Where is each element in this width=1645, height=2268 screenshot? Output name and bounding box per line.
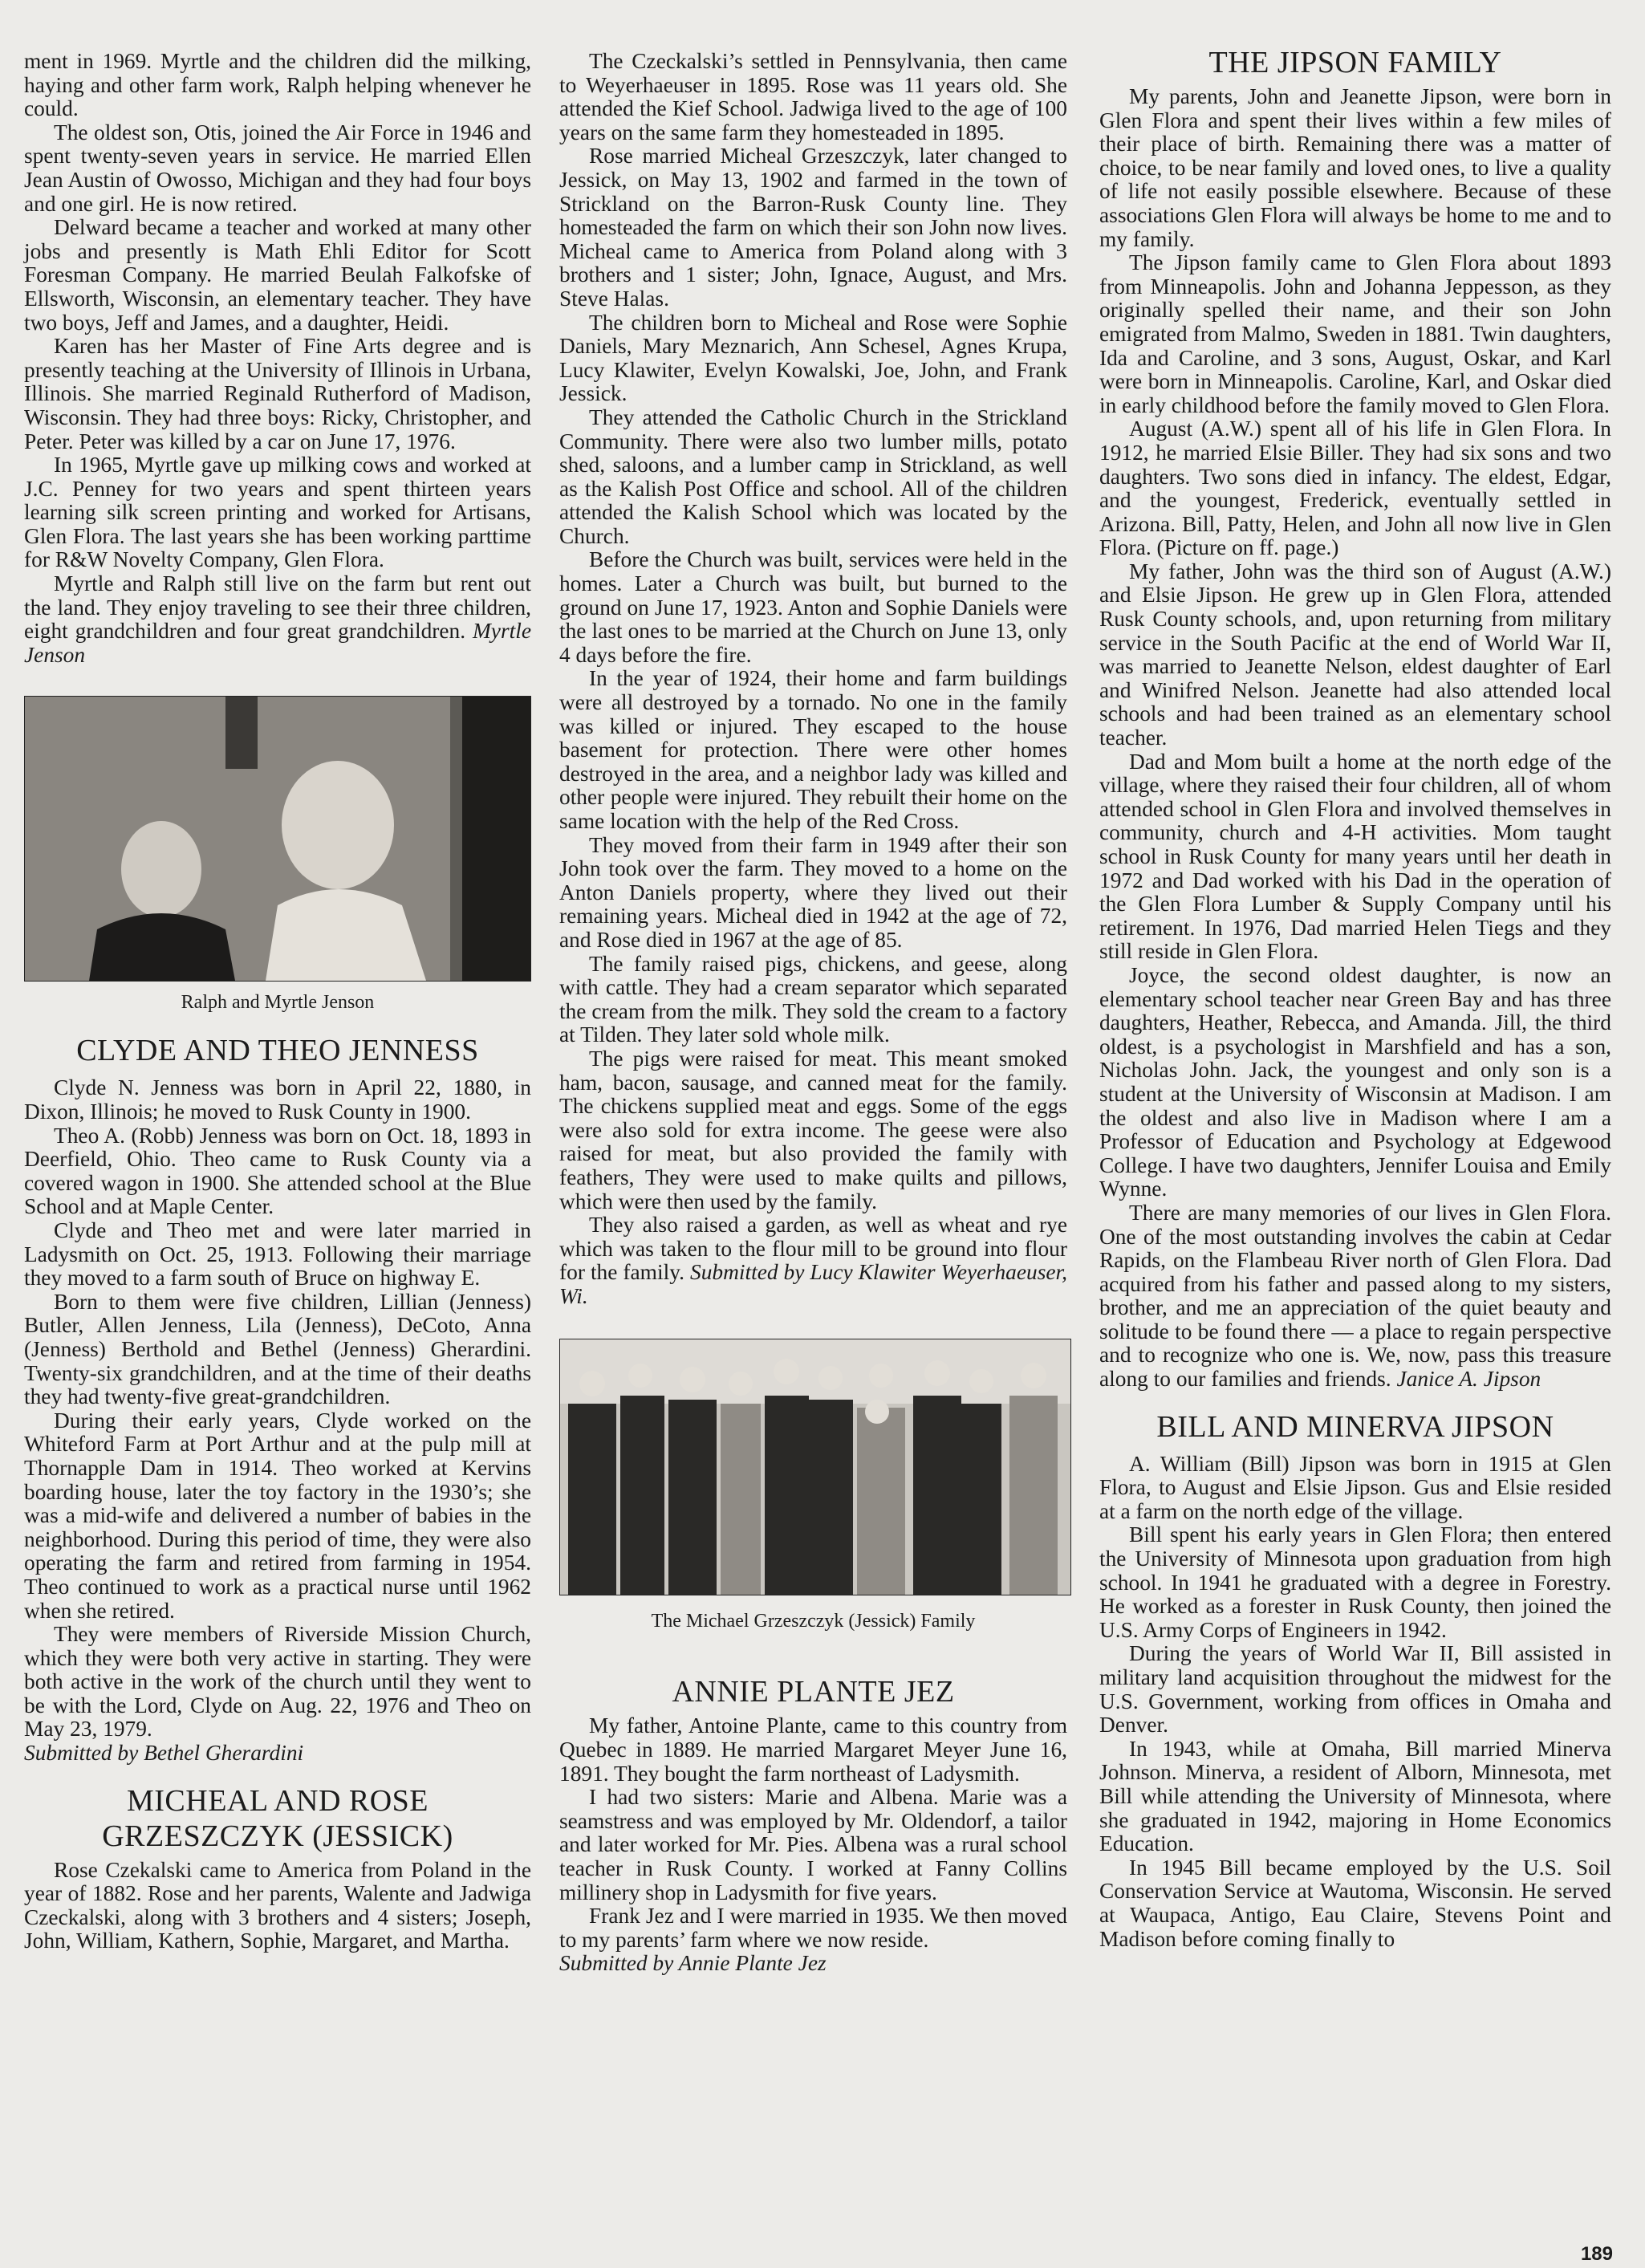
paragraph: The pigs were raised for meat. This meant smoked ham, bacon, sausage, and canned meat for the family. The chickens supplied meat and eggs. Some of the eggs were also sold for extra income. The geese were also raised for meat, but also provided the family with feathers, They were used to make quilts and pillows, which were then used by the family. [559,1046,1067,1213]
paragraph: The children born to Micheal and Rose were Sophie Daniels, Mary Meznarich, Ann Schesel, Agnes Krupa, Lucy Klawiter, Evelyn Kowalski, Joe, John, and Frank Jessick. [559,310,1067,406]
paragraph: Before the Church was built, services were held in the homes. Later a Church was built, but burned to the ground on June 17, 1923. Anton and Sophie Daniels were the last ones to be married at the Church on June 13, only 4 days before the fire. [559,547,1067,667]
paragraph: The Jipson family came to Glen Flora about 1893 from Minneapolis. John and Johanna Jeppesson, as they originally spelled their name, and their son John emigrated from Malmo, Sweden in 1881. Twin daughters, Ida and Caroline, and 3 sons, August, Oskar, and Karl were born in Minneapolis. Caroline, Karl, and Oskar died in early childhood before the family moved to Glen Flora. [1099,250,1611,417]
paragraph: In 1945 Bill became employed by the U.S. Soil Conservation Service at Wautoma, Wisconsin. He served at Waupaca, Antigo, Eau Claire, Stevens Point and Madison before coming finally to [1099,1855,1611,1951]
signature: Janice A. Jipson [1396,1367,1541,1392]
paragraph: In 1965, Myrtle gave up milking cows and worked at J.C. Penney for two years and spent thirteen years learning silk screen printing and worked for Artisans, Glen Flora. The last years she has been working parttime for R&W Novelty Company, Glen Flora. [24,453,531,572]
paragraph: Delward became a teacher and worked at many other jobs and presently is Math Ehli Editor for Scott Foresman Company. He married Beulah Falkofske of Ellsworth, Wisconsin, an elementary teacher. They have two boys, Jeff and James, and a daughter, Heidi. [24,215,531,335]
jenson-photo [24,696,531,982]
paragraph: Clyde and Theo met and were later married in Ladysmith on Oct. 25, 1913. Following their marriage they moved to a farm south of Bruce on highway E. [24,1218,531,1290]
family-photo [559,1339,1071,1595]
paragraph: They moved from their farm in 1949 after their son John took over the farm. They moved to a home on the Anton Daniels property, where they lived out their remaining years. Micheal died in 1942 at the age of 72, and Rose died in 1967 at the age of 85. [559,832,1067,952]
section-heading: THE JIPSON FAMILY [1208,46,1502,79]
paragraph: The family raised pigs, chickens, and geese, along with cattle. They had a cream separator which separated the cream from the milk. They sold the cream to a factory at Tilden. They later sold whole milk. [559,951,1067,1047]
paragraph: Frank Jez and I were married in 1935. We then moved to my parents’ farm where we now reside. [559,1904,1067,1952]
paragraph: In the year of 1924, their home and farm buildings were all destroyed by a tornado. No one in the family was killed or injured. They escaped to the house basement for protection. There were other homes destroyed in the area, and a neighbor lady was killed and other people were injured. They rebuilt their home on the same location with the help of the Red Cross. [559,666,1067,833]
paragraph: I had two sisters: Marie and Albena. Marie was a seamstress and was employed by Mr. Oldendorf, a tailor and later worked for Mr. Pies. Albena was a rural school teacher in Rusk County. I worked at Fanny Collins millinery shop in Ladysmith for five years. [559,1785,1067,1904]
signature: Submitted by Bethel Gherardini [24,1741,304,1766]
column-1 [24,50,531,1953]
paragraph: During the years of World War II, Bill assisted in military land acquisition throughout the midwest for the U.S. Government, working from offices in Omaha and Denver. [1099,1641,1611,1738]
section-heading: GRZESZCZYK (JESSICK) [102,1819,453,1853]
photo-caption: The Michael Grzeszczyk (Jessick) Family [651,1611,976,1632]
paragraph: The Czeckalski’s settled in Pennsylvania, then came to Weyerhaeuser in 1895. Rose was 11 years old. She attended the Kief School. Jadwiga lived to the age of 100 years on the same farm they homesteaded in 1895. [559,49,1067,144]
paragraph [559,1213,1067,1308]
paragraph [24,572,531,667]
paragraph: They attended the Catholic Church in the Strickland Community. There were also two lumber mills, potato shed, saloons, and a lumber camp in Strickland, as well as the Kalish Post Office and school. All of the children attended the Kalish School which was located by the Church. [559,404,1067,548]
paragraph: They were members of Riverside Mission Church, which they were both very active in starting. They were both active in the work of the church until they went to be with the Lord, Clyde on Aug. 22, 1976 and Theo on May 23, 1979. [24,1622,531,1742]
paragraph-text: There are many memories of our lives in Glen Flora. One of the most outstanding involves the cabin at Cedar Rapids, on the Flambeau River north of Glen Flora. Dad acquired from his father and passed along to my sisters, brother, and me an appreciation of the quiet beauty and solitude to be found there — a place to regain perspective and to recognize who one is. We, now, pass this treasure along to our families and friends. [1099,1200,1611,1392]
paragraph-text: They also raised a garden, as well as wheat and rye which was taken to the flour mill to be ground into flour for the family. [559,1213,1067,1285]
signature: Submitted by Annie Plante Jez [559,1951,827,1976]
paragraph: Clyde N. Jenness was born in April 22, 1880, in Dixon, Illinois; he moved to Rusk County in 1900. [24,1075,531,1124]
paragraph: Bill spent his early years in Glen Flora; then entered the University of Minnesota upon graduation from high school. In 1941 he graduated with a degree in Forestry. He worked as a forester in Rusk County, then joined the U.S. Army Corps of Engineers in 1942. [1099,1522,1611,1642]
section-heading: MICHEAL AND ROSE [126,1783,429,1818]
paragraph [1099,1201,1611,1392]
paragraph: Dad and Mom built a home at the north edge of the village, where they raised their four children, all of whom attended school in Glen Flora and involved themselves in community, church and 4-H activities. Mom taught school in Rusk County for many years until her death in 1972 and Dad worked with his Dad in the operation of the Glen Flora Lumber & Supply Company until his retirement. In 1976, Dad married Helen Tiegs and they still reside in Glen Flora. [1099,749,1611,964]
section-heading: ANNIE PLANTE JEZ [672,1675,955,1709]
paragraph: The oldest son, Otis, joined the Air Force in 1946 and spent twenty-seven years in service. He married Ellen Jean Austin of Owosso, Michigan and they had four boys and one girl. He is now retired. [24,120,531,216]
paragraph: Theo A. (Robb) Jenness was born on Oct. 18, 1893 in Deerfield, Ohio. Theo came to Rusk County via a covered wagon in 1900. She attended school at the Blue School and at Maple Center. [24,1123,531,1219]
paragraph: Rose married Micheal Grzeszczyk, later changed to Jessick, on May 13, 1902 and farmed in the town of Strickland on the Barron-Rusk County line. They homesteaded the farm on which their son John now lives. Micheal came to America from Poland along with 3 brothers and 1 sister; John, Ignace, August, and Mrs. Steve Halas. [559,144,1067,311]
paragraph: August (A.W.) spent all of his life in Glen Flora. In 1912, he married Elsie Biller. They had six sons and two daughters. Two sons died in infancy. The eldest, Edgar, and the youngest, Frederick, eventually settled in Arizona. Bill, Patty, Helen, and John all now live in Glen Flora. (Picture on ff. page.) [1099,417,1611,560]
paragraph: My father, Antoine Plante, came to this country from Quebec in 1889. He married Margaret Meyer June 16, 1891. They bought the farm northeast of Ladysmith. [559,1713,1067,1786]
section-heading: CLYDE AND THEO JENNESS [76,1034,479,1068]
column-2 [559,50,1067,1976]
paragraph: Rose Czekalski came to America from Poland in the year of 1882. Rose and her parents, Walente and Jadwiga Czeckalski, along with 3 brothers and 4 sisters; Joseph, John, William, Kathern, Sophie, Margaret, and Martha. [24,1857,531,1953]
paragraph: My father, John was the third son of August (A.W.) and Elsie Jipson. He grew up in Glen Flora, attended Rusk County schools, and, upon returning from military service in the South Pacific at the end of World War II, was married to Jeanette Nelson, eldest daughter of Earl and Winifred Nelson. Jeanette had also attended local schools and had been trained as an elementary school teacher. [1099,559,1611,750]
paragraph: A. William (Bill) Jipson was born in 1915 at Glen Flora, to August and Elsie Jipson. Gus and Elsie resided at a farm on the north edge of the village. [1099,1451,1611,1523]
signature: Submitted by Lucy Klawiter Weyerhaeuser, Wi. [559,1260,1067,1308]
paragraph: ment in 1969. Myrtle and the children did the milking, haying and other farm work, Ralph helping whenever he could. [24,49,531,121]
paragraph: Joyce, the second oldest daughter, is now an elementary school teacher near Green Bay and has three daughters, Heather, Rebecca, and Amanda. Jill, the third oldest, is a psychologist in Marshfield and has a son, Nicholas John. Jack, the youngest and only son is a student at the University of Wisconsin at Madison. I am the oldest and also live in Madison where I am a Professor of Education and Psychology at Edgewood College. I have two daughters, Jennifer Louisa and Emily Wynne. [1099,962,1611,1201]
paragraph-text: Myrtle and Ralph still live on the farm but rent out the land. They enjoy traveling to see their three children, eight grandchildren and four great grandchildren. [24,571,531,644]
paragraph: During their early years, Clyde worked on the Whiteford Farm at Port Arthur and at the pulp mill at Thornapple Dam in 1914. Theo worked at Kervins boarding house, later the toy factory in the 1930’s; she was a mid-wife and delivered a number of babies in the neighborhood. During this period of time, they were also operating the farm and retired from farming in 1954. Theo continued to work as a practical nurse until 1962 when she retired. [24,1408,531,1623]
paragraph: Born to them were five children, Lillian (Jenness) Butler, Allen Jenness, Lila (Jenness), DeCoto, Anna (Jenness) Berthold and Bethel (Jenness) Gherardini. Twenty-six grandchildren, and at the time of their deaths they had twenty-five great-grandchildren. [24,1289,531,1409]
section-heading: BILL AND MINERVA JIPSON [1156,1409,1554,1444]
paragraph: My parents, John and Jeanette Jipson, were born in Glen Flora and spent their lives within a few miles of their place of birth. Remaining there was a matter of choice, to be near family and loved ones, to live a quality of life not easily possible elsewhere. Because of these associations Glen Flora will always be home to me and to my family. [1099,84,1611,251]
column-3 [1099,45,1611,1951]
photo-caption: Ralph and Myrtle Jenson [181,992,375,1014]
page-number: 189 [1580,2243,1613,2265]
paragraph: Karen has her Master of Fine Arts degree and is presently teaching at the University of Illinois in Urbana, Illinois. She married Reginald Rutherford of Madison, Wisconsin. They had three boys: Ricky, Christopher, and Peter. Peter was killed by a car on June 17, 1976. [24,334,531,453]
paragraph: In 1943, while at Omaha, Bill married Minerva Johnson. Minerva, a resident of Alborn, Minnesota, met Bill while attending the University of Minnesota, where she graduated in 1942, majoring in Home Economics Education. [1099,1736,1611,1856]
signature: Myrtle Jenson [24,619,531,667]
